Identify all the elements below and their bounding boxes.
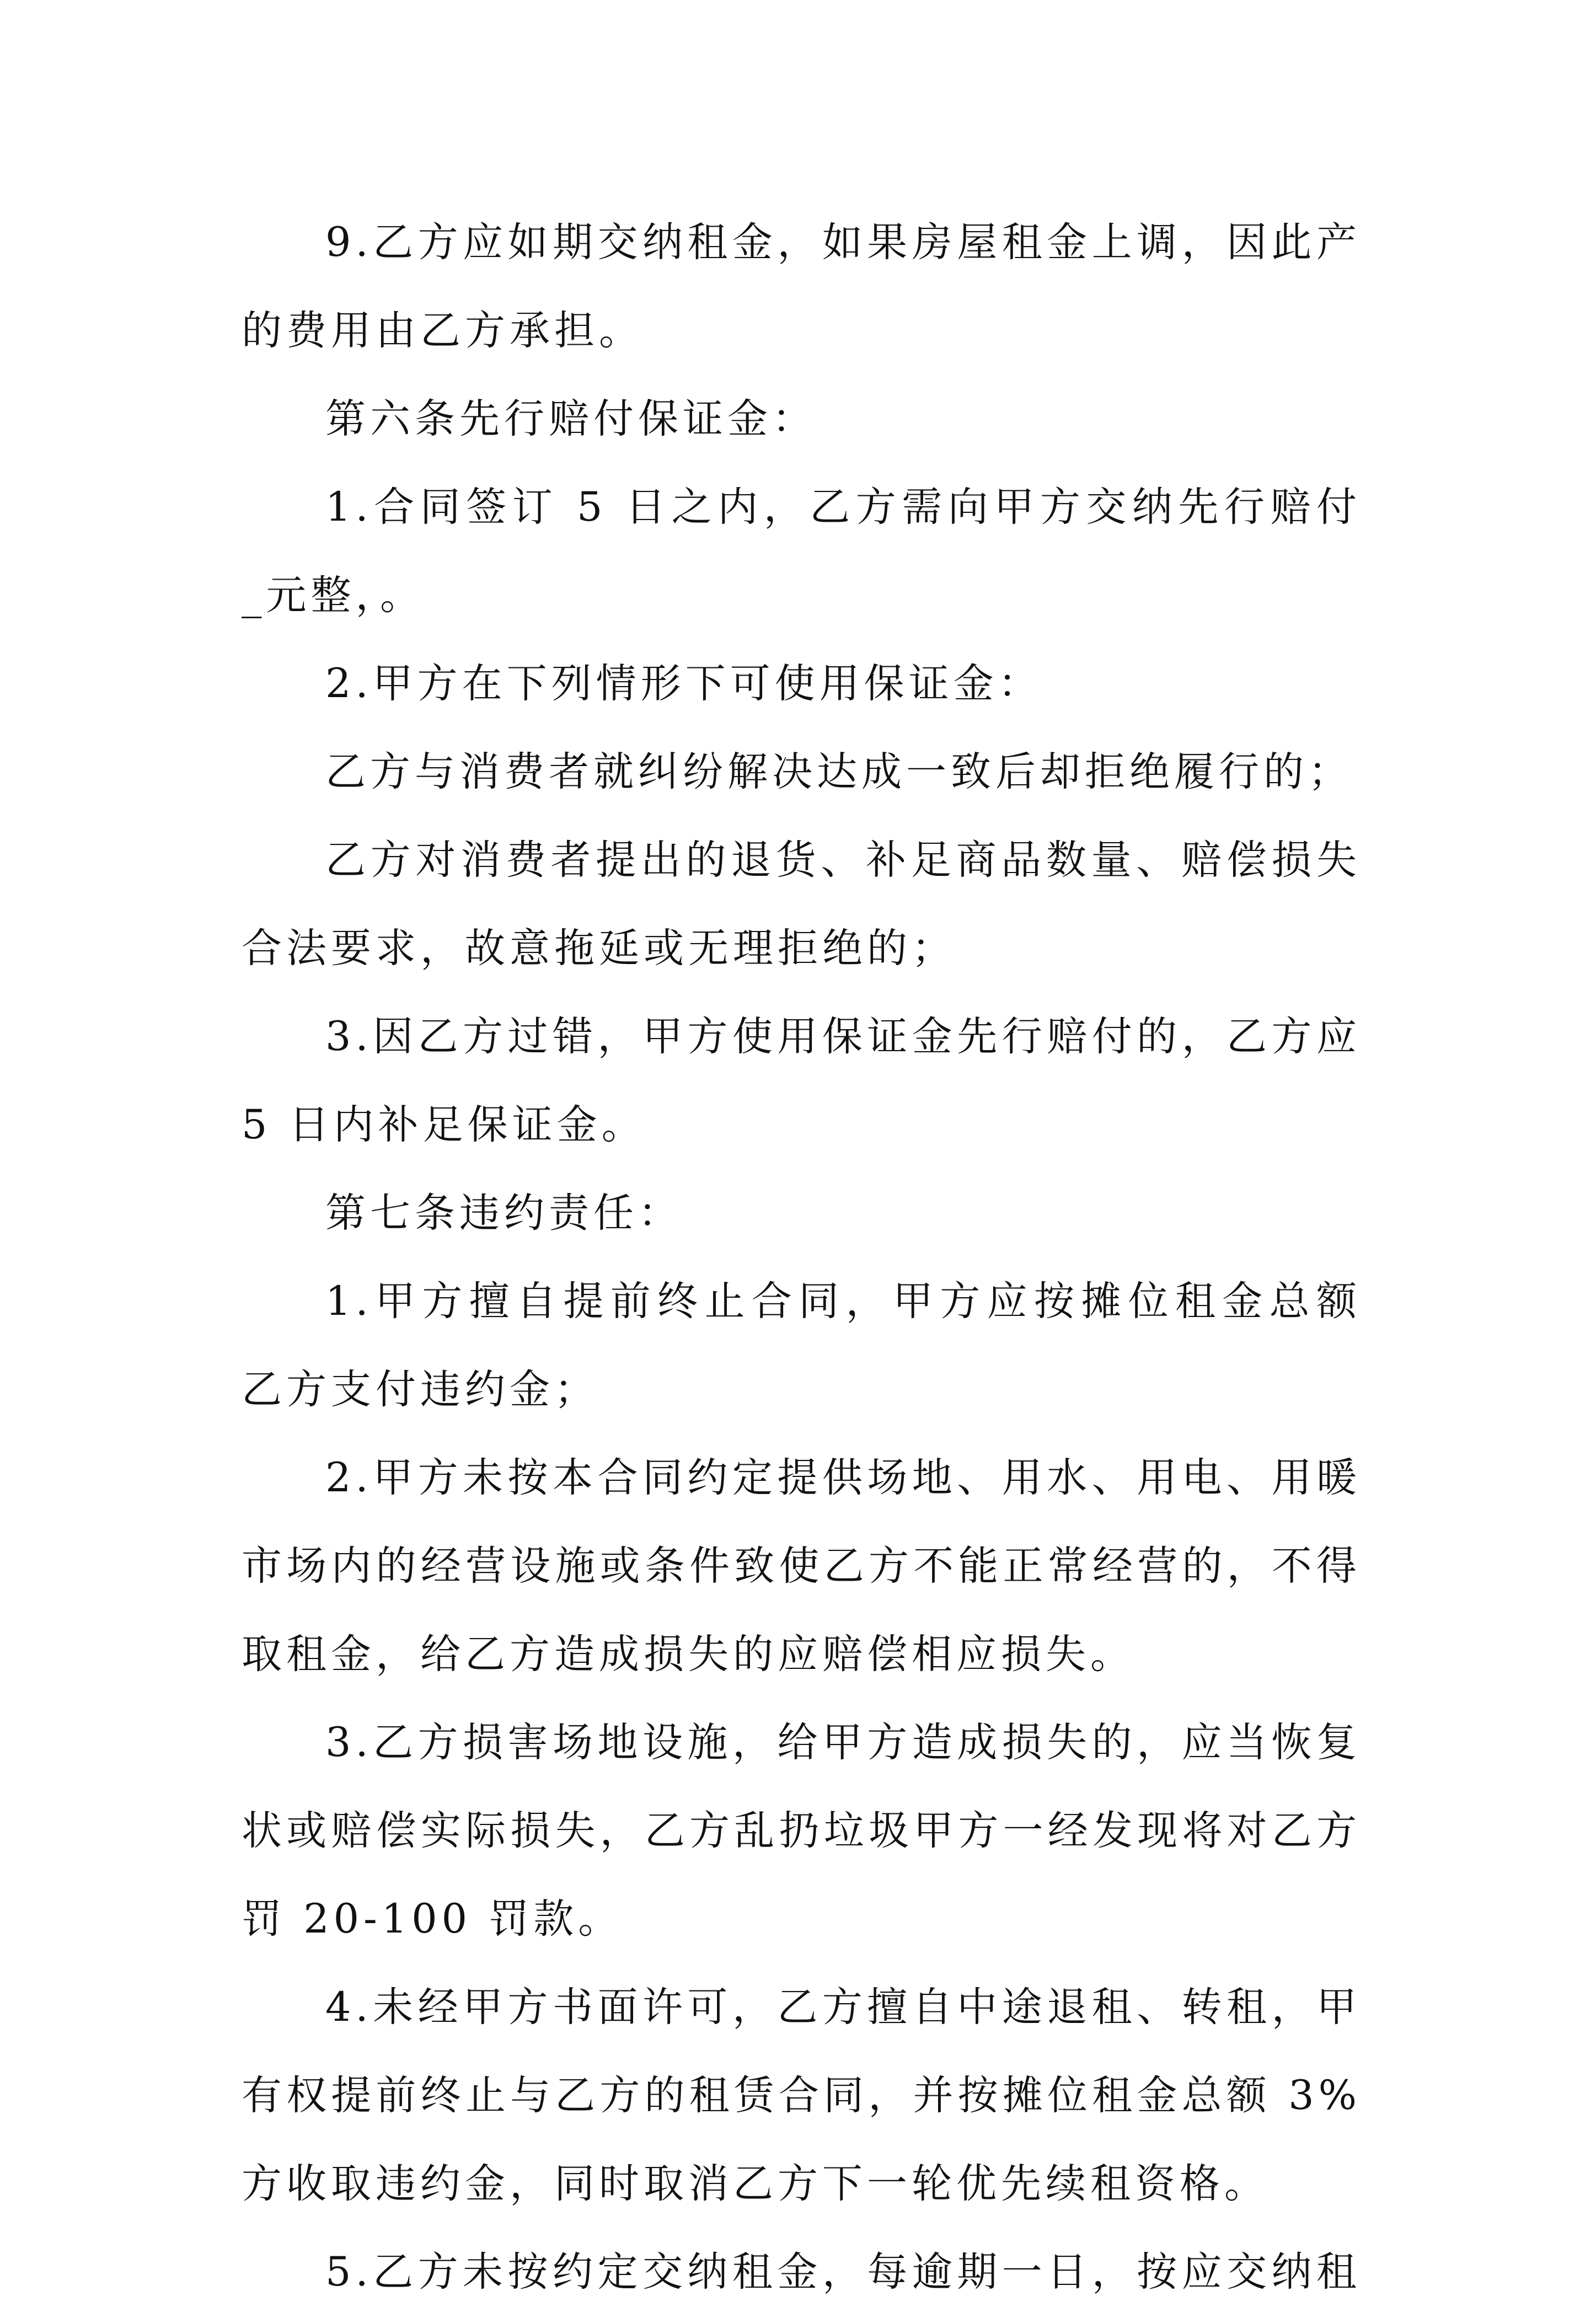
paragraph-line: 9.乙方应如期交纳租金，如果房屋租金上调，因此产 xyxy=(325,219,1361,266)
section-heading: 第六条先行赔付保证金： xyxy=(325,395,817,442)
paragraph-line: 4.未经甲方书面许可，乙方擅自中途退租、转租，甲 xyxy=(325,1984,1361,2031)
paragraph-line: 罚 20-100 罚款。 xyxy=(242,1896,623,1942)
paragraph-line: 有权提前终止与乙方的租赁合同，并按摊位租金总额 3% xyxy=(242,2072,1361,2119)
section-heading: 第七条违约责任： xyxy=(325,1190,683,1237)
paragraph-line: 5 日内补足保证金。 xyxy=(242,1101,646,1148)
paragraph-line: 3.乙方损害场地设施，给甲方造成损失的，应当恢复 xyxy=(325,1719,1361,1766)
paragraph-line: 乙方与消费者就纠纷解决达成一致后却拒绝履行的； xyxy=(325,748,1353,795)
paragraph-line: 的费用由乙方承担。 xyxy=(242,307,644,354)
paragraph-line: 2.甲方未按本合同约定提供场地、用水、用电、用暖 xyxy=(325,1454,1361,1501)
paragraph-line: 状或赔偿实际损失，乙方乱扔垃圾甲方一经发现将对乙方 xyxy=(242,1807,1361,1854)
paragraph-line: 1.合同签订 5 日之内，乙方需向甲方交纳先行赔付 xyxy=(325,484,1361,531)
paragraph-line: 合法要求，故意拖延或无理拒绝的； xyxy=(242,925,956,972)
paragraph-line: 2.甲方在下列情形下可使用保证金： xyxy=(325,660,1043,707)
document-body xyxy=(242,205,1361,2323)
paragraph-line: 取租金，给乙方造成损失的应赔偿相应损失。 xyxy=(242,1631,1135,1678)
paragraph-line: 方收取违约金，同时取消乙方下一轮优先续租资格。 xyxy=(242,2160,1269,2207)
paragraph-line: 5.乙方未按约定交纳租金，每逾期一日，按应交纳租 xyxy=(325,2249,1361,2295)
paragraph-line: 市场内的经营设施或条件致使乙方不能正常经营的，不得 xyxy=(242,1543,1361,1589)
paragraph-line: 乙方支付违约金； xyxy=(242,1366,599,1413)
paragraph-line: 1.甲方擅自提前终止合同，甲方应按摊位租金总额 xyxy=(325,1278,1361,1325)
paragraph-line: 乙方对消费者提出的退货、补足商品数量、赔偿损失 xyxy=(325,837,1361,884)
paragraph-line: 3.因乙方过错，甲方使用保证金先行赔付的，乙方应 xyxy=(325,1013,1361,1060)
paragraph-line: _元整，。 xyxy=(242,572,425,619)
